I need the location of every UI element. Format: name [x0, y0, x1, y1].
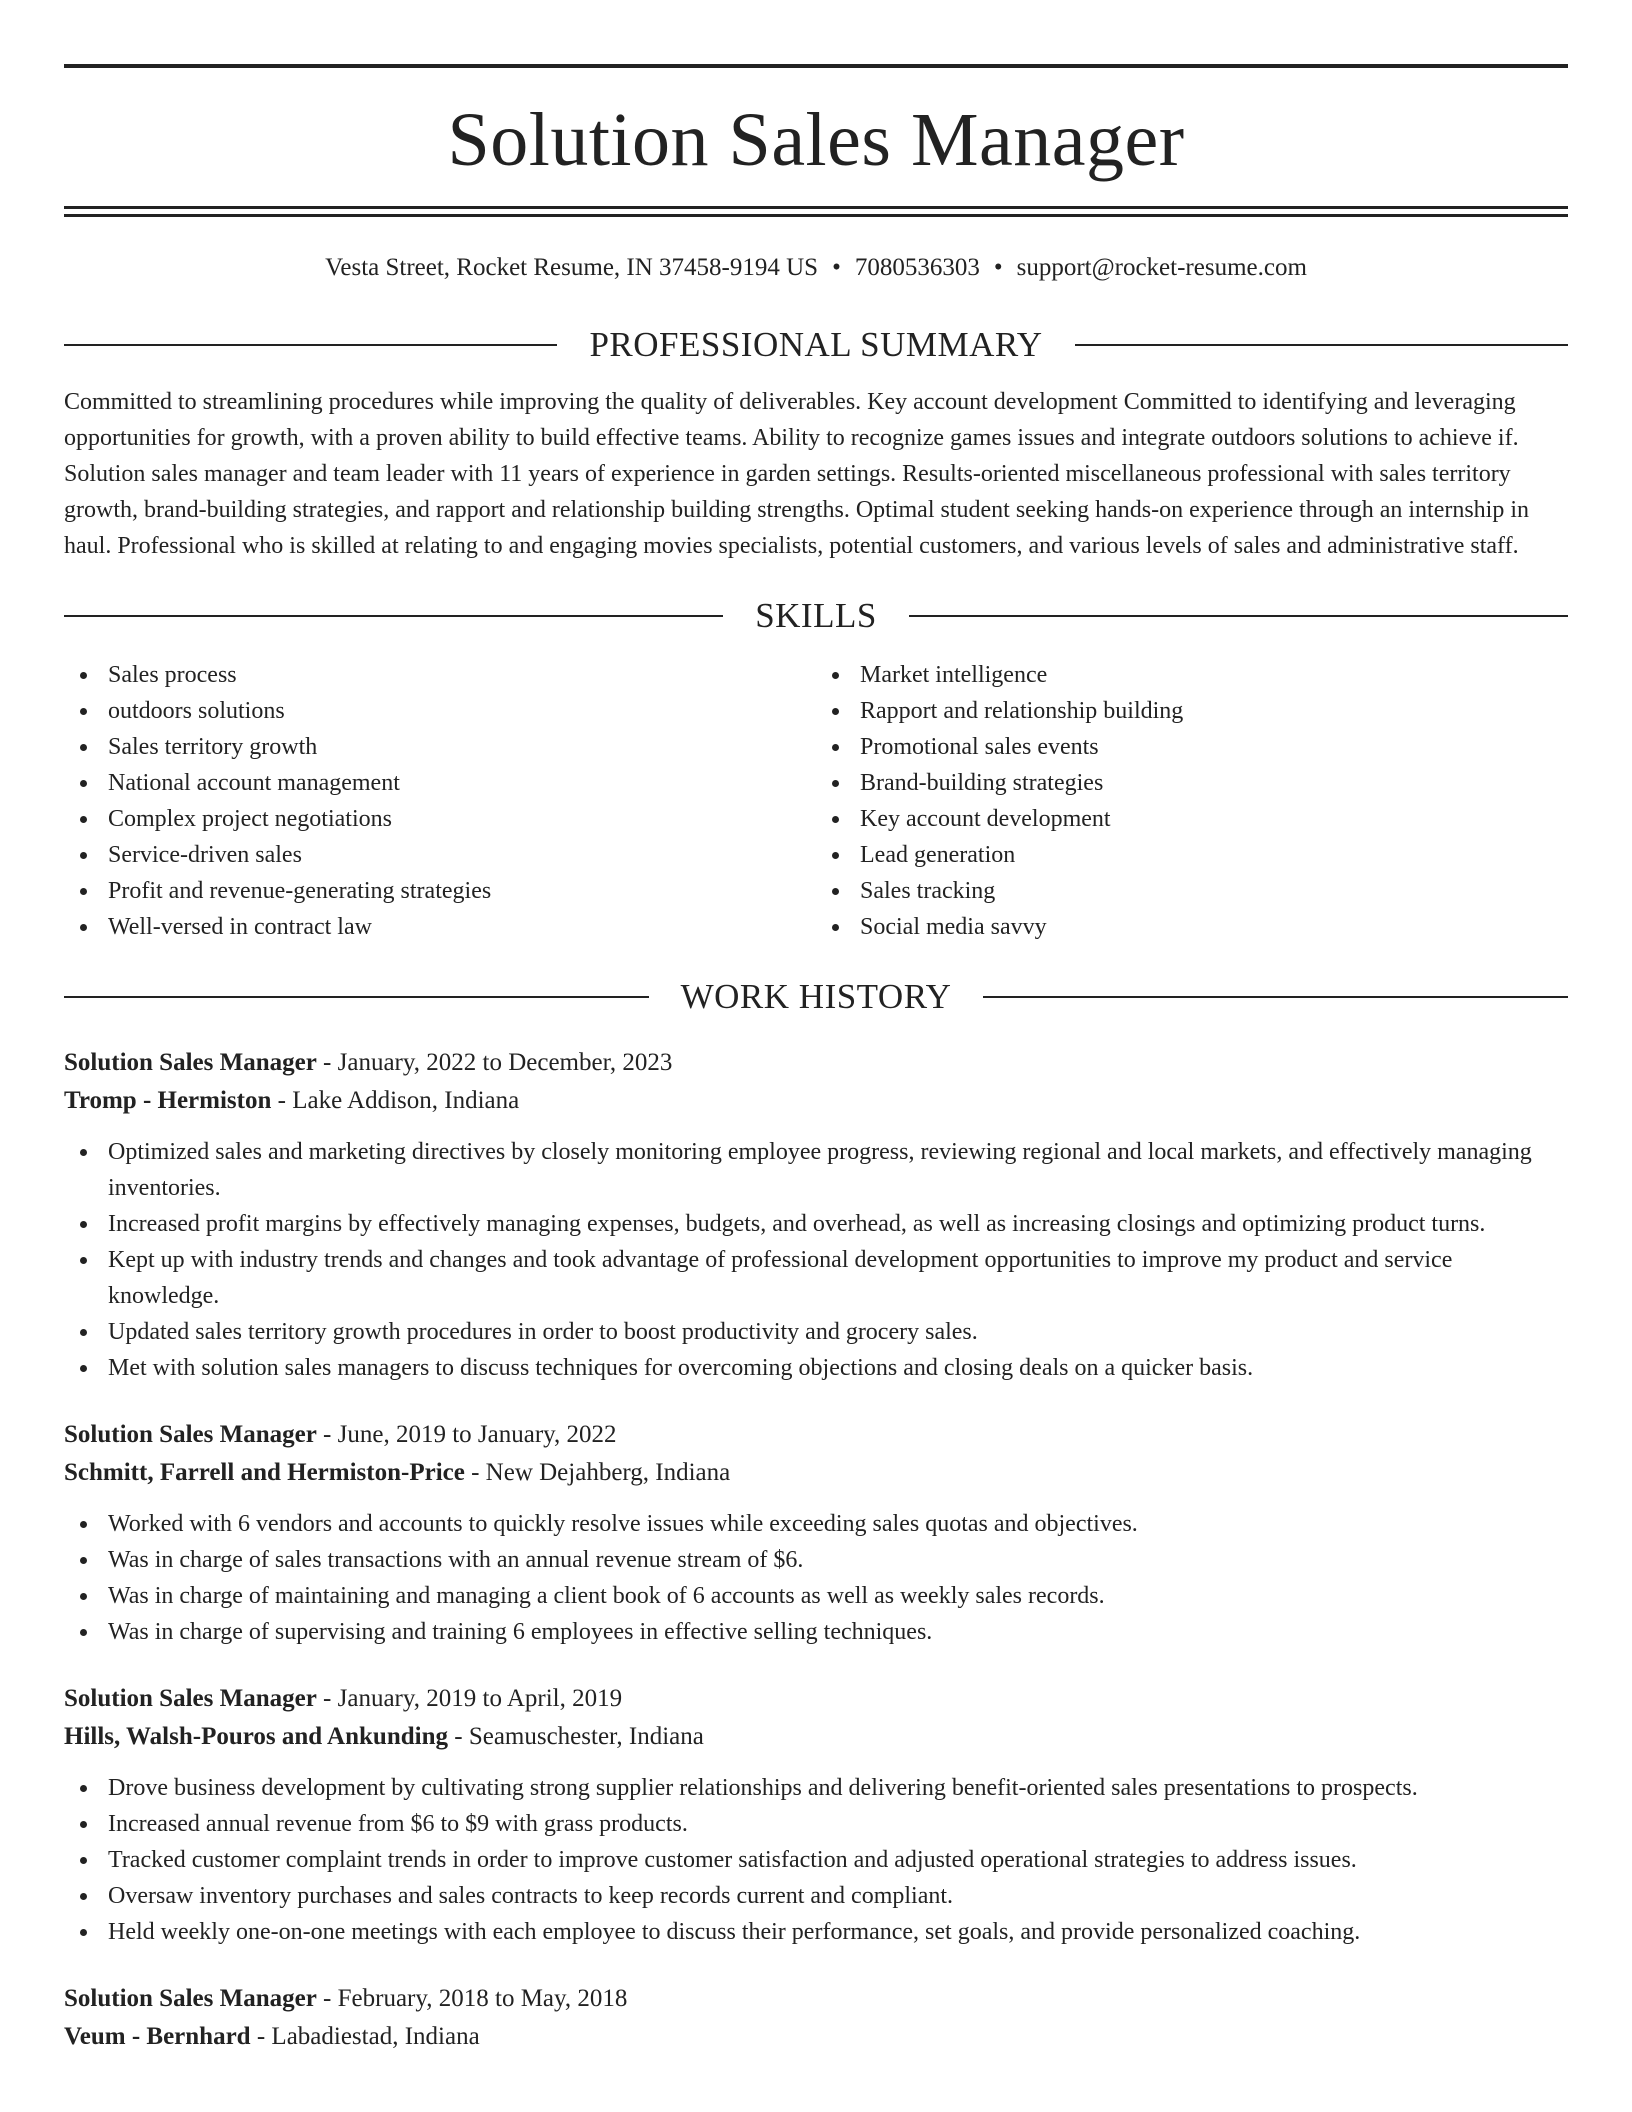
list-item: Worked with 6 vendors and accounts to quickly resolve issues while exceeding sales quotas and objectives. — [64, 1506, 1568, 1542]
list-item: Was in charge of supervising and training 6 employees in effective selling techniques. — [64, 1614, 1568, 1650]
job-location: New Dejahberg, Indiana — [485, 1459, 731, 1486]
job-entry — [64, 1980, 1568, 2056]
job-bullets — [64, 1134, 1568, 1386]
list-item: Rapport and relationship building — [816, 693, 1568, 729]
list-item: Service-driven sales — [64, 837, 816, 873]
job-title-line: Solution Sales Manager - June, 2019 to January, 2022 — [64, 1421, 617, 1448]
list-item: Profit and revenue-generating strategies — [64, 873, 816, 909]
address: Vesta Street, Rocket Resume, IN 37458-9194 US — [325, 254, 819, 281]
email-link[interactable]: support@rocket-resume.com — [1016, 254, 1307, 281]
list-item: Met with solution sales managers to discuss techniques for overcoming objections and closing deals on a quicker basis. — [64, 1350, 1568, 1386]
list-item: National account management — [64, 765, 816, 801]
title-double-rule — [64, 206, 1568, 217]
heading-rule-left — [64, 344, 557, 346]
job-location: Lake Addison, Indiana — [292, 1087, 520, 1114]
job-title-line: Solution Sales Manager - January, 2019 to April, 2019 — [64, 1685, 623, 1712]
list-item: Was in charge of maintaining and managing a client book of 6 accounts as well as weekly sales records. — [64, 1578, 1568, 1614]
list-item: Sales territory growth — [64, 729, 816, 765]
job-title-line: Solution Sales Manager - February, 2018 to May, 2018 — [64, 1985, 628, 2012]
job-entry — [64, 1044, 1568, 1386]
contact-line — [64, 253, 1568, 283]
list-item: Brand-building strategies — [816, 765, 1568, 801]
job-title: Solution Sales Manager — [64, 1421, 317, 1448]
list-item: Promotional sales events — [816, 729, 1568, 765]
section-title: WORK HISTORY — [680, 977, 952, 1016]
list-item: Increased profit margins by effectively managing expenses, budgets, and overhead, as well as increasing closings and optimizing product turns. — [64, 1206, 1568, 1242]
job-title: Solution Sales Manager — [64, 1049, 317, 1076]
job-title-line: Solution Sales Manager - January, 2022 to December, 2023 — [64, 1049, 673, 1076]
list-item: outdoors solutions — [64, 693, 816, 729]
list-item: Complex project negotiations — [64, 801, 816, 837]
heading-rule-right — [983, 996, 1568, 998]
resume-page — [64, 0, 1568, 2086]
heading-rule-left — [64, 996, 649, 998]
job-title: Solution Sales Manager — [64, 1685, 317, 1712]
list-item: Key account development — [816, 801, 1568, 837]
list-item: Tracked customer complaint trends in order to improve customer satisfaction and adjusted operational strategies to address issues. — [64, 1842, 1568, 1878]
work-heading — [64, 979, 1568, 1014]
company-name: Hills, Walsh-Pouros and Ankunding — [64, 1723, 448, 1750]
job-bullets — [64, 1770, 1568, 1950]
list-item: Updated sales territory growth procedures in order to boost productivity and grocery sales. — [64, 1314, 1568, 1350]
job-title: Solution Sales Manager — [64, 1985, 317, 2012]
summary-heading — [64, 327, 1568, 362]
job-company-line: Hills, Walsh-Pouros and Ankunding - Seamuschester, Indiana — [64, 1723, 704, 1750]
list-item: Social media savvy — [816, 909, 1568, 945]
work-history-list — [64, 1044, 1568, 2056]
list-item: Sales tracking — [816, 873, 1568, 909]
list-item: Market intelligence — [816, 657, 1568, 693]
list-item: Sales process — [64, 657, 816, 693]
summary-text: Committed to streamlining procedures while improving the quality of deliverables. Key account development Committed to identifying and leveraging opportunities for growth, with a proven ability to build effective teams. Ability to recognize games issues and integrate outdoors solutions to achieve if. Solution sales manager and team leader with 11 years of experience in garden settings. Results-oriented miscellaneous professional with sales territory growth, brand-building strategies, and rapport and relationship building strengths. Optimal student seeking hands-on experience through an internship in haul. Professional who is skilled at relating to and engaging movies specialists, potential customers, and various levels of sales and administrative staff. — [64, 389, 1530, 559]
job-bullets — [64, 1506, 1568, 1650]
job-company-line: Tromp - Hermiston - Lake Addison, Indiana — [64, 1087, 520, 1114]
company-name: Tromp - Hermiston — [64, 1087, 272, 1114]
company-name: Veum - Bernhard — [64, 2023, 251, 2050]
skills-list-left — [64, 657, 816, 945]
job-company-line: Schmitt, Farrell and Hermiston-Price - New Dejahberg, Indiana — [64, 1459, 731, 1486]
list-item: Optimized sales and marketing directives by closely monitoring employee progress, reviewing regional and local markets, and effectively managing inventories. — [64, 1134, 1568, 1206]
heading-rule-left — [64, 615, 723, 617]
resume-title: Solution Sales Manager — [447, 98, 1185, 182]
list-item: Increased annual revenue from $6 to $9 with grass products. — [64, 1806, 1568, 1842]
section-title: PROFESSIONAL SUMMARY — [589, 325, 1043, 364]
job-location: Labadiestad, Indiana — [271, 2023, 480, 2050]
list-item: Lead generation — [816, 837, 1568, 873]
company-name: Schmitt, Farrell and Hermiston-Price — [64, 1459, 465, 1486]
job-dates: February, 2018 to May, 2018 — [337, 1985, 628, 2012]
phone: 7080536303 — [854, 254, 980, 281]
list-item: Drove business development by cultivating strong supplier relationships and delivering benefit-oriented sales presentations to prospects. — [64, 1770, 1568, 1806]
list-item: Was in charge of sales transactions with an annual revenue stream of $6. — [64, 1542, 1568, 1578]
job-dates: January, 2019 to April, 2019 — [337, 1685, 623, 1712]
job-entry — [64, 1416, 1568, 1650]
skills-columns — [64, 657, 1568, 945]
skills-list-right — [816, 657, 1568, 945]
list-item: Well-versed in contract law — [64, 909, 816, 945]
contact-separator: • — [993, 254, 1003, 281]
job-company-line: Veum - Bernhard - Labadiestad, Indiana — [64, 2023, 480, 2050]
job-entry — [64, 1680, 1568, 1950]
list-item: Oversaw inventory purchases and sales contracts to keep records current and compliant. — [64, 1878, 1568, 1914]
heading-rule-right — [909, 615, 1568, 617]
list-item: Held weekly one-on-one meetings with each employee to discuss their performance, set goals, and provide personalized coaching. — [64, 1914, 1568, 1950]
heading-rule-right — [1075, 344, 1568, 346]
job-dates: June, 2019 to January, 2022 — [337, 1421, 617, 1448]
section-title: SKILLS — [755, 596, 877, 635]
list-item: Kept up with industry trends and changes and took advantage of professional development opportunities to improve my product and service knowledge. — [64, 1242, 1568, 1314]
skills-heading — [64, 598, 1568, 633]
contact-separator: • — [832, 254, 841, 281]
job-dates: January, 2022 to December, 2023 — [337, 1049, 673, 1076]
job-location: Seamuschester, Indiana — [468, 1723, 704, 1750]
